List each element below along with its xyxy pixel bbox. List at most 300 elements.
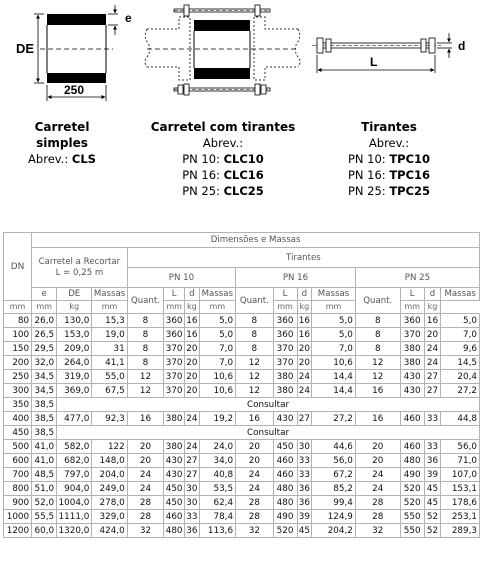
caption-tirantes: [336, 119, 442, 199]
cell-l25: 360: [400, 314, 424, 328]
cell-e: 55,5: [32, 510, 57, 524]
cell-e: 29,5: [32, 342, 57, 356]
caption-pn-line: [148, 167, 298, 183]
table-row: [4, 510, 480, 524]
cell-dn: 80: [4, 314, 32, 328]
cell-q10: 16: [127, 412, 163, 426]
cell-q25: 8: [355, 342, 400, 356]
caption-pn-line: [336, 183, 442, 199]
cell-dn: 900: [4, 496, 32, 510]
cell-q10: 8: [127, 356, 163, 370]
cell-d25: 52: [424, 524, 441, 538]
cell-l16: 490: [273, 510, 297, 524]
cell-m25: 153,1: [441, 482, 480, 496]
cell-l10: 460: [164, 510, 185, 524]
cell-m25: 7,0: [441, 328, 480, 342]
table-body: [4, 314, 480, 538]
cell-q10: 32: [127, 524, 163, 538]
cell-q16: 20: [236, 454, 274, 468]
captions: [0, 119, 484, 199]
cell-q16: 16: [236, 412, 274, 426]
col-header-dn: DN: [4, 233, 32, 301]
cell-dn: 1000: [4, 510, 32, 524]
cell-d10: 16: [186, 315, 198, 326]
cell-d10: 20: [186, 385, 198, 396]
cell-l16: 360: [273, 314, 297, 328]
cell-m25: 27,2: [441, 384, 480, 398]
table-row: [4, 482, 480, 496]
cell-m16: 5,0: [312, 328, 356, 342]
table-row: [4, 468, 480, 482]
cell-m25: 178,6: [441, 496, 480, 510]
cell-d25: 24: [424, 356, 441, 370]
cell-dn: 700: [4, 468, 32, 482]
caption-pn-code: CLC10: [223, 152, 264, 166]
cell-q10: 8: [127, 342, 163, 356]
table-row: [4, 426, 480, 440]
cell-l16: 370: [273, 342, 297, 356]
col-header-massas-pn10: Massas: [199, 288, 235, 301]
cell-m: 204,0: [92, 468, 127, 482]
cell-m: 92,3: [92, 412, 127, 426]
cell-q25: 12: [355, 356, 400, 370]
cell-m: 122: [92, 440, 127, 454]
cell-de: 369,0: [57, 384, 92, 398]
caption-pn-label: PN 25:: [347, 184, 390, 198]
cell-q16: 24: [236, 468, 274, 482]
cell-m: 249,0: [92, 482, 127, 496]
caption-pn-line: [336, 167, 442, 183]
cls-bottom-wall: [47, 73, 106, 83]
cell-consultar: Consultar: [57, 398, 480, 412]
caption-pn-code: TPC25: [389, 184, 431, 198]
cell-l10: 380: [164, 412, 185, 426]
caption-carretel-simples: [14, 119, 110, 167]
cell-dn: 200: [4, 356, 32, 370]
table-row: [4, 342, 480, 356]
technical-drawings: [0, 0, 484, 112]
drawings-svg: [0, 0, 484, 112]
cell-l25: 460: [400, 440, 424, 454]
cell-m25: 71,0: [441, 454, 480, 468]
cell-d16: 27: [298, 413, 310, 424]
cell-l25: 370: [400, 328, 424, 342]
caption-pn-label: PN 16:: [182, 168, 224, 182]
caption-pn-line: [148, 151, 298, 167]
cell-de: 682,0: [57, 454, 92, 468]
cell-e: 52,0: [32, 496, 57, 510]
cell-m25: 44,8: [441, 412, 480, 426]
caption-abbr-code: CLS: [71, 152, 96, 166]
cell-e: 38,5: [32, 398, 57, 412]
cell-m16: 14,4: [312, 384, 356, 398]
cell-q25: 28: [355, 510, 400, 524]
table-row: [4, 440, 480, 454]
unit-massas-pn25: kg: [424, 301, 441, 314]
cell-l25: 480: [400, 454, 424, 468]
cls-e-label: e: [125, 11, 132, 25]
caption-pn-label: PN 25:: [182, 184, 224, 198]
caption-carretel-com-tirantes: [148, 119, 298, 199]
cell-d16: 24: [298, 371, 310, 382]
cell-l10: 480: [164, 524, 185, 538]
cell-m10: 10,6: [199, 384, 235, 398]
cell-q10: 24: [127, 482, 163, 496]
cell-e: 26,5: [32, 328, 57, 342]
cell-d16: 33: [298, 469, 310, 480]
cell-l10: 370: [164, 342, 185, 356]
cell-d16: 45: [298, 525, 310, 536]
cell-l25: 520: [400, 482, 424, 496]
cell-dn: 250: [4, 370, 32, 384]
cell-m: 424,0: [92, 524, 127, 538]
cell-q25: 8: [355, 328, 400, 342]
caption-abbr-label: Abrev.:: [202, 136, 244, 150]
header-pn25: PN 25: [355, 268, 479, 288]
cell-dn: 100: [4, 328, 32, 342]
table-row: [4, 314, 480, 328]
header-dimensions: Dimensões e Massas: [32, 233, 480, 248]
col-header-massas: Massas: [92, 288, 127, 301]
col-header-quant-pn25: Quant.: [355, 288, 400, 314]
header-carretel-length: L = 0,25 m: [55, 267, 104, 278]
col-header-l-pn25: L: [400, 288, 424, 301]
cell-l25: 380: [400, 342, 424, 356]
col-header-massas-pn16: Massas: [312, 288, 356, 301]
cell-m10: 5,0: [199, 314, 235, 328]
cell-d25: 45: [424, 496, 441, 510]
cell-d10: 24: [186, 441, 198, 452]
cell-dn: 800: [4, 482, 32, 496]
cell-l10: 370: [164, 370, 185, 384]
cell-d25: 36: [424, 454, 441, 468]
col-header-d-pn25: d: [424, 288, 441, 301]
cell-q10: 8: [127, 314, 163, 328]
cell-dn: 400: [4, 412, 32, 426]
tpc-drawing: [312, 33, 465, 73]
table-row: [4, 454, 480, 468]
cell-q25: 8: [355, 314, 400, 328]
cell-l10: 450: [164, 482, 185, 496]
cell-e: 32,0: [32, 356, 57, 370]
col-header-l-pn16: L: [273, 288, 297, 301]
cell-q25: 28: [355, 496, 400, 510]
cell-m10: 19,2: [199, 412, 235, 426]
cell-l25: 380: [400, 356, 424, 370]
cell-l16: 460: [273, 454, 297, 468]
cell-l16: 520: [273, 524, 297, 538]
cell-q16: 12: [236, 356, 274, 370]
cell-l10: 450: [164, 496, 185, 510]
cell-q10: 20: [127, 440, 163, 454]
cell-m25: 253,1: [441, 510, 480, 524]
cell-q10: 20: [127, 454, 163, 468]
col-header-de: DE: [57, 288, 92, 301]
cell-d10: 20: [186, 371, 198, 382]
cell-m16: 10,6: [312, 356, 356, 370]
cell-m10: 53,5: [199, 482, 235, 496]
cell-m16: 5,0: [312, 314, 356, 328]
col-header-d-pn10: d: [185, 288, 200, 301]
cell-l25: 460: [400, 412, 424, 426]
cell-m10: 7,0: [199, 356, 235, 370]
caption-pn-code: CLC25: [223, 184, 264, 198]
unit-l-pn25: mm: [312, 301, 356, 314]
cell-q16: 8: [236, 328, 274, 342]
cell-l16: 360: [273, 328, 297, 342]
col-header-massas-pn25: Massas: [441, 288, 480, 301]
caption-pn-line: [148, 183, 298, 199]
cell-m16: 27,2: [312, 412, 356, 426]
cell-dn: 300: [4, 384, 32, 398]
cell-m16: 14,4: [312, 370, 356, 384]
caption-abbr-label: Abrev.:: [368, 136, 410, 150]
cell-l25: 520: [400, 496, 424, 510]
unit-de: mm: [32, 301, 57, 314]
cell-d10: 33: [186, 511, 198, 522]
cell-m25: 5,0: [441, 314, 480, 328]
cell-m: 15,3: [92, 314, 127, 328]
cell-de: 1320,0: [57, 524, 92, 538]
cell-e: 60,0: [32, 524, 57, 538]
unit-massas-pn16: kg: [297, 301, 312, 314]
unit-l-pn10: mm: [92, 301, 127, 314]
caption-pn-line: [336, 151, 442, 167]
cell-m25: 9,6: [441, 342, 480, 356]
cell-q16: 8: [236, 342, 274, 356]
cell-m25: 20,4: [441, 370, 480, 384]
cell-de: 130,0: [57, 314, 92, 328]
caption-title: Tirantes: [361, 120, 417, 134]
cell-m: 19,0: [92, 328, 127, 342]
cell-l16: 430: [273, 412, 297, 426]
unit-d-pn16: mm: [273, 301, 297, 314]
cell-q10: 28: [127, 510, 163, 524]
caption-pn-code: TPC10: [389, 152, 431, 166]
cell-d10: 24: [186, 413, 198, 424]
caption-pn-label: PN 10:: [347, 152, 390, 166]
cell-l25: 490: [400, 468, 424, 482]
cell-m: 67,5: [92, 384, 127, 398]
header-pn10: PN 10: [127, 268, 235, 288]
cell-m: 148,0: [92, 454, 127, 468]
dimensions-table: [3, 232, 480, 538]
cell-e: 51,0: [32, 482, 57, 496]
cls-length-label: 250: [64, 83, 85, 97]
cell-q16: 12: [236, 384, 274, 398]
cell-d16: 39: [298, 511, 310, 522]
cell-l16: 450: [273, 440, 297, 454]
cell-d16: 24: [298, 385, 310, 396]
cell-m10: 7,0: [199, 342, 235, 356]
cell-l10: 370: [164, 356, 185, 370]
cell-m16: 99,4: [312, 496, 356, 510]
cell-l16: 480: [273, 482, 297, 496]
cell-m: 329,0: [92, 510, 127, 524]
cell-l10: 380: [164, 440, 185, 454]
cell-l16: 370: [273, 356, 297, 370]
cell-m16: 7,0: [312, 342, 356, 356]
cell-d16: 20: [298, 343, 310, 354]
cell-d25: 45: [424, 482, 441, 496]
tpc-l-label: L: [370, 55, 378, 69]
table-row: [4, 384, 480, 398]
cell-m16: 204,2: [312, 524, 356, 538]
caption-abbr-line: [14, 151, 110, 167]
unit-d-pn25: mm: [400, 301, 424, 314]
cell-dn: 1200: [4, 524, 32, 538]
cell-de: 797,0: [57, 468, 92, 482]
col-header-quant-pn16: Quant.: [236, 288, 274, 314]
unit-d-pn10: mm: [164, 301, 185, 314]
caption-title: Carretel com tirantes: [150, 120, 296, 134]
cell-d10: 20: [186, 357, 198, 368]
col-header-quant-pn10: Quant.: [127, 288, 163, 314]
cell-e: 41,0: [32, 440, 57, 454]
clc-drawing: [145, 5, 300, 95]
cell-d25: 24: [424, 342, 441, 356]
cell-de: 264,0: [57, 356, 92, 370]
cell-m16: 124,9: [312, 510, 356, 524]
cell-m16: 56,0: [312, 454, 356, 468]
caption-pn-label: PN 16:: [347, 168, 390, 182]
cell-de: 319,0: [57, 370, 92, 384]
cls-de-label: DE: [16, 41, 35, 56]
cell-d16: 33: [298, 455, 310, 466]
col-header-d-pn16: d: [297, 288, 312, 301]
cell-l25: 430: [400, 370, 424, 384]
clc-top-wall: [194, 20, 250, 31]
cell-e: 34,5: [32, 370, 57, 384]
header-carretel-title: Carretel a Recortar: [38, 256, 121, 267]
cell-dn: 450: [4, 426, 32, 440]
cell-d10: 30: [186, 497, 198, 508]
header-tirantes: Tirantes: [127, 248, 479, 268]
cell-l16: 460: [273, 468, 297, 482]
cell-consultar: Consultar: [57, 426, 480, 440]
unit-massas-pn10: kg: [185, 301, 200, 314]
col-header-e: e: [32, 288, 57, 301]
cell-q25: 24: [355, 468, 400, 482]
table-row: [4, 524, 480, 538]
cell-l25: 550: [400, 524, 424, 538]
cell-q16: 8: [236, 314, 274, 328]
cell-q25: 24: [355, 482, 400, 496]
cell-q16: 28: [236, 510, 274, 524]
caption-pn-code: TPC16: [389, 168, 431, 182]
caption-pn-code: CLC16: [223, 168, 264, 182]
table-row: [4, 398, 480, 412]
cell-d25: 20: [424, 328, 441, 342]
cell-e: 48,5: [32, 468, 57, 482]
cell-m16: 67,2: [312, 468, 356, 482]
cell-m10: 10,6: [199, 370, 235, 384]
caption-pn-label: PN 10:: [182, 152, 224, 166]
unit-e: mm: [4, 301, 32, 314]
cell-d16: 16: [298, 315, 310, 326]
tpc-d-label: d: [458, 39, 466, 53]
cell-q25: 32: [355, 524, 400, 538]
cell-d16: 36: [298, 497, 310, 508]
cell-m25: 107,0: [441, 468, 480, 482]
cell-de: 153,0: [57, 328, 92, 342]
cell-m10: 113,6: [199, 524, 235, 538]
cell-l16: 380: [273, 370, 297, 384]
cell-d10: 16: [186, 329, 198, 340]
cell-m10: 62,4: [199, 496, 235, 510]
cell-l10: 430: [164, 468, 185, 482]
table-row: [4, 412, 480, 426]
cell-m10: 24,0: [199, 440, 235, 454]
cell-e: 34,5: [32, 384, 57, 398]
caption-abbr-label: Abrev.:: [28, 152, 72, 166]
cell-q25: 16: [355, 412, 400, 426]
cell-de: 582,0: [57, 440, 92, 454]
caption-title: Carretel simples: [34, 120, 90, 150]
cell-q16: 12: [236, 370, 274, 384]
cell-d25: 27: [424, 384, 441, 398]
cell-m25: 289,3: [441, 524, 480, 538]
cell-e: 26,0: [32, 314, 57, 328]
cell-q25: 20: [355, 440, 400, 454]
cell-m: 41,1: [92, 356, 127, 370]
cell-d10: 20: [186, 343, 198, 354]
cell-q16: 20: [236, 440, 274, 454]
cell-l10: 360: [164, 314, 185, 328]
cell-d25: 16: [424, 314, 441, 328]
cell-dn: 350: [4, 398, 32, 412]
unit-massas: kg: [57, 301, 92, 314]
cell-q16: 32: [236, 524, 274, 538]
cell-m16: 85,2: [312, 482, 356, 496]
header-pn16: PN 16: [236, 268, 356, 288]
cell-d10: 30: [186, 483, 198, 494]
cell-q10: 12: [127, 384, 163, 398]
cell-d16: 20: [298, 357, 310, 368]
cell-m25: 56,0: [441, 440, 480, 454]
cell-de: 477,0: [57, 412, 92, 426]
cell-e: 38,5: [32, 426, 57, 440]
cell-q25: 12: [355, 370, 400, 384]
cell-m10: 34,0: [199, 454, 235, 468]
header-carretel: [32, 248, 128, 288]
cls-drawing: [16, 5, 132, 101]
cell-l25: 430: [400, 384, 424, 398]
table-row: [4, 356, 480, 370]
cell-d16: 36: [298, 483, 310, 494]
cell-q25: 16: [355, 384, 400, 398]
cell-m10: 78,4: [199, 510, 235, 524]
cell-l16: 480: [273, 496, 297, 510]
cell-dn: 600: [4, 454, 32, 468]
cell-l10: 430: [164, 454, 185, 468]
cell-l10: 360: [164, 328, 185, 342]
clc-bottom-wall: [194, 68, 250, 79]
cell-de: 209,0: [57, 342, 92, 356]
cell-d25: 33: [424, 412, 441, 426]
cell-de: 1004,0: [57, 496, 92, 510]
table-row: [4, 496, 480, 510]
cell-de: 1111,0: [57, 510, 92, 524]
cell-m: 31: [92, 342, 127, 356]
cell-m10: 5,0: [199, 328, 235, 342]
cell-q16: 28: [236, 496, 274, 510]
cell-d25: 27: [424, 370, 441, 384]
unit-l-pn16: mm: [199, 301, 235, 314]
cell-q10: 12: [127, 370, 163, 384]
cell-dn: 150: [4, 342, 32, 356]
cell-q10: 28: [127, 496, 163, 510]
